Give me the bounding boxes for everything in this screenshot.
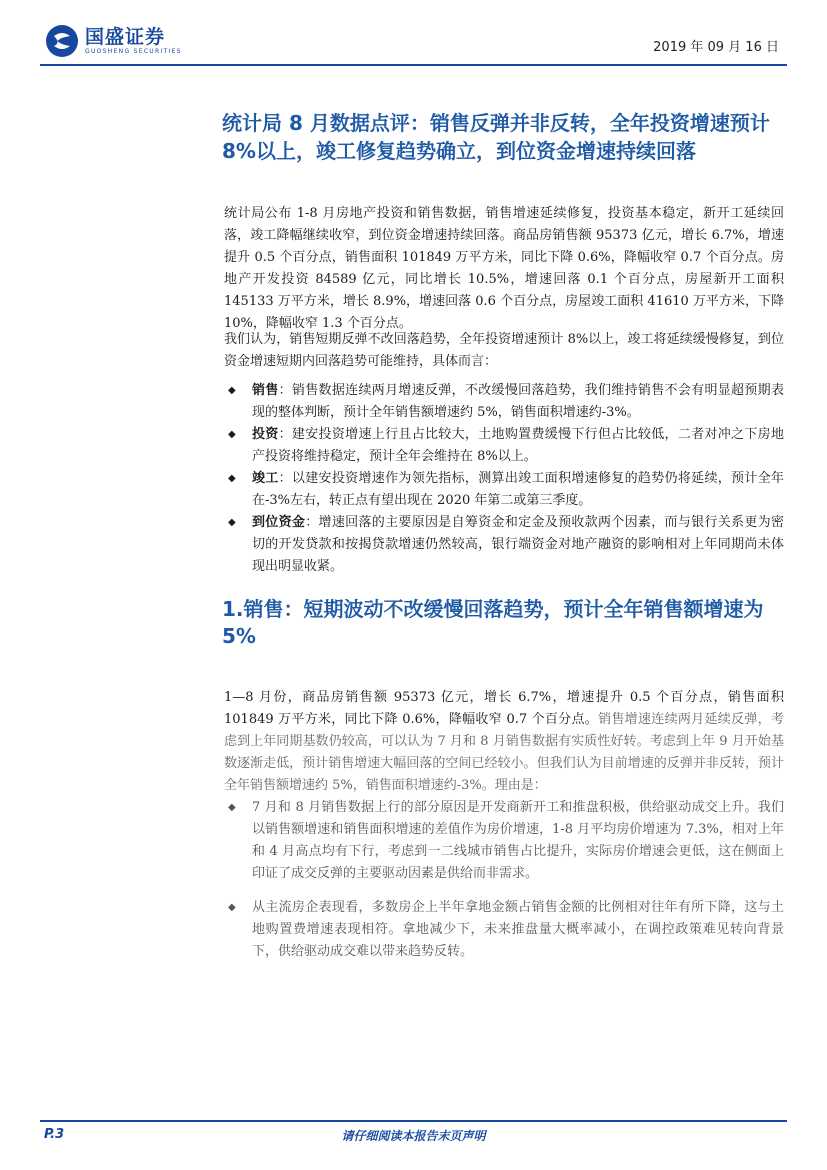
point-heading: 竣工 — [252, 471, 279, 486]
report-date: 2019 年 09 月 16 日 — [653, 40, 779, 55]
brand-name-cn: 国盛证券 — [85, 26, 166, 48]
diamond-bullet-icon: ◆ — [228, 385, 236, 396]
diamond-bullet-icon: ◆ — [228, 517, 236, 528]
brand-name-en: GUOSHENG SECURITIES — [85, 48, 182, 55]
section-paragraph-lead: 1—8 月份，商品房销售额 95373 亿元，增长 6.7%，增速提升 0.5 个百分点，销售面积 101849 万平方米，同比下降 0.6%，降幅收窄 0.7 个百分点。 — [224, 690, 784, 727]
reason-text: 7 月和 8 月销售数据上行的部分原因是开发商新开工和推盘积极，供给驱动成交上升。我们以销售额增速和销售面积增速的差值作为房价增速，1-8 月平均房价增速为 7.3%，相对上年和 4 月高点均有下行，考虑到一二线城市销售占比提升，实际房价增速会更低，这在侧面上印证了成交反弹的主要驱动因素是供给而非需求。 — [252, 800, 784, 881]
list-item — [224, 380, 784, 424]
list-item — [224, 797, 784, 885]
reason-text: 从主流房企表现看，多数房企上半年拿地金额占销售金额的比例相对往年有所下降，这与土地购置费增速表现相符。拿地减少下，未来推盘量大概率减小，在调控政策难见转向背景下，供给驱动成交难以带来趋势反转。 — [252, 900, 784, 959]
point-text: ：增速回落的主要原因是自筹资金和定金及预收款两个因素，而与银行关系更为密切的开发贷款和按揭贷款增速仍然较高，银行端资金对地产融资的影响相对上年同期尚未体现出明显收紧。 — [252, 515, 784, 574]
reason-list — [224, 797, 784, 963]
point-text: ：以建安投资增速作为领先指标，测算出竣工面积增速修复的趋势仍将延续，预计全年在-3%左右，转正点有望出现在 2020 年第二或第三季度。 — [252, 471, 784, 508]
footer-disclaimer: 请仔细阅读本报告末页声明 — [341, 1129, 486, 1143]
point-heading: 投资 — [252, 427, 279, 442]
brand-logo — [45, 24, 182, 58]
list-item — [224, 424, 784, 468]
diamond-bullet-icon: ◆ — [228, 902, 236, 913]
page-header — [40, 22, 787, 64]
point-text: ：建安投资增速上行且占比较大，土地购置费缓慢下行但占比较低，二者对冲之下房地产投资将维持稳定，预计全年会维持在 8%以上。 — [252, 427, 784, 464]
intro-paragraph: 统计局公布 1-8 月房地产投资和销售数据，销售增速延续修复，投资基本稳定，新开工延续回落，竣工降幅继续收窄，到位资金增速持续回落。商品房销售额 95373 亿元，增长 6.7%，增速提升 0.5 个百分点，销售面积 101849 万平方米，同比下降 0.6%，降幅收窄 0.7 个百分点。房地产开发投资 84589 亿元，同比增长 10.5%，增速回落 0.1 个百分点，房屋新开工面积 145133 万平方米，增长 8.9%，增速回落 0.6 个百分点，房屋竣工面积 41610 万平方米，下降 10%，降幅收窄 1.3 个百分点。 — [224, 206, 784, 331]
diamond-bullet-icon: ◆ — [228, 429, 236, 440]
point-heading: 到位资金 — [252, 515, 306, 530]
brand-logo-icon — [45, 24, 79, 58]
section-paragraph-body: 销售增速连续两月延续反弹，考虑到上年同期基数仍较高，可以认为 7 月和 8 月销售数据有实质性好转。考虑到上年 9 月开始基数逐渐走低，预计销售增速大幅回落的空间已经较小。但我们认为目前增速的反弹并非反转，预计全年销售额增速约 5%，销售面积增速约-3%。理由是： — [224, 712, 784, 793]
list-item — [224, 468, 784, 512]
intro-summary: 我们认为，销售短期反弹不改回落趋势，全年投资增速预计 8%以上，竣工将延续缓慢修复，到位资金增速短期内回落趋势可能维持，具体而言： — [224, 332, 784, 369]
key-points-list — [224, 380, 784, 578]
list-item — [224, 512, 784, 578]
header-rule — [40, 64, 787, 66]
section-title: 1.销售：短期波动不改缓慢回落趋势，预计全年销售额增速为 5% — [222, 597, 764, 648]
section-paragraph — [224, 687, 784, 797]
report-title: 统计局 8 月数据点评：销售反弹并非反转，全年投资增速预计 8%以上，竣工修复趋势确立，到位资金增速持续回落 — [222, 111, 770, 163]
diamond-bullet-icon: ◆ — [228, 802, 236, 813]
list-item — [224, 897, 784, 963]
footer-rule — [40, 1120, 787, 1122]
point-heading: 销售 — [252, 383, 279, 398]
diamond-bullet-icon: ◆ — [228, 473, 236, 484]
point-text: ：销售数据连续两月增速反弹，不改缓慢回落趋势，我们维持销售不会有明显超预期表现的整体判断，预计全年销售额增速约 5%，销售面积增速约-3%。 — [252, 383, 784, 420]
page-number: P.3 — [44, 1127, 65, 1142]
